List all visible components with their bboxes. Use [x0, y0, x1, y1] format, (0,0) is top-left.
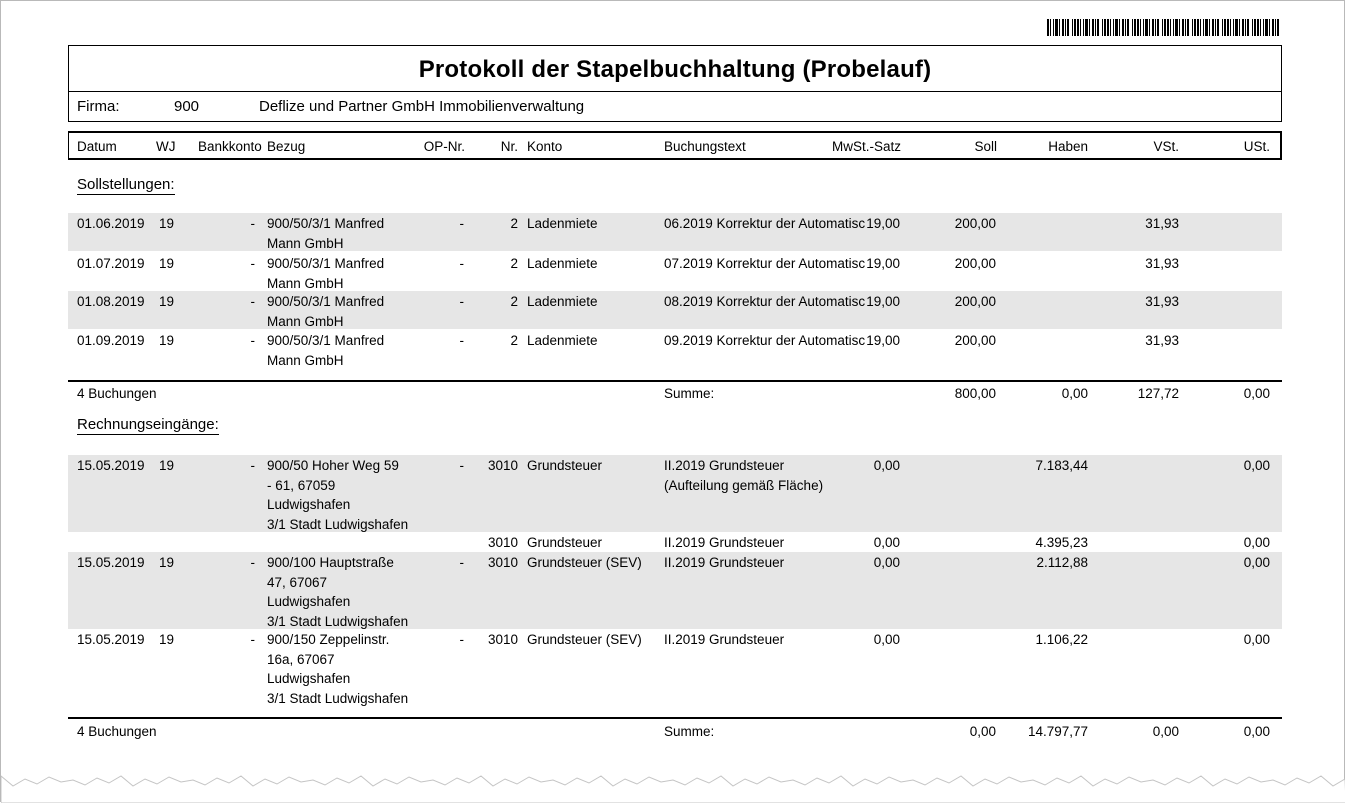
cell-bezug: 47, 67067: [267, 574, 328, 590]
column-header-ust: USt.: [1243, 139, 1270, 154]
cell-bezug: 16a, 67067: [267, 651, 335, 667]
cell-konto: Ladenmiete: [527, 256, 598, 271]
summary-vst: 127,72: [1137, 386, 1179, 401]
summary-divider: [68, 717, 1282, 719]
cell-op-nr: -: [459, 632, 464, 647]
cell-bankkonto: -: [250, 294, 255, 309]
cell-bezug: 3/1 Stadt Ludwigshafen: [267, 690, 409, 706]
cell-konto: Grundsteuer (SEV): [527, 632, 642, 647]
cell-op-nr: -: [459, 256, 464, 271]
cell-mwst: 19,00: [866, 216, 900, 231]
cell-op-nr: -: [459, 458, 464, 473]
column-header-op-nr: OP-Nr.: [423, 139, 465, 154]
cell-nr: 3010: [487, 632, 518, 647]
cell-ust: 0,00: [1243, 555, 1270, 570]
cell-ust: 0,00: [1243, 535, 1270, 550]
cell-bezug: 900/50/3/1 Manfred: [267, 294, 385, 309]
cell-wj: 19: [159, 333, 175, 348]
section-title: Rechnungseingänge:: [77, 416, 219, 433]
report-header-box: [68, 45, 1282, 122]
cell-soll: 200,00: [954, 333, 996, 348]
cell-buchungstext: II.2019 Grundsteuer: [664, 632, 785, 647]
cell-op-nr: -: [459, 555, 464, 570]
cell-vst: 31,93: [1145, 216, 1179, 231]
cell-bankkonto: -: [250, 216, 255, 231]
cell-konto: Ladenmiete: [527, 294, 598, 309]
cell-bezug: 3/1 Stadt Ludwigshafen: [267, 613, 409, 629]
summary-soll: 800,00: [954, 386, 996, 401]
cell-konto: Grundsteuer: [527, 535, 603, 550]
column-header-bezug: Bezug: [267, 139, 306, 154]
cell-mwst: 0,00: [873, 458, 900, 473]
summary-ust: 0,00: [1243, 724, 1270, 739]
column-header-mwst: MwSt.-Satz: [831, 139, 901, 154]
cell-vst: 31,93: [1145, 256, 1179, 271]
cell-bankkonto: -: [250, 632, 255, 647]
cell-mwst: 19,00: [866, 333, 900, 348]
section-title: Sollstellungen:: [77, 176, 175, 193]
summary-divider: [68, 380, 1282, 382]
column-header-konto: Konto: [527, 139, 563, 154]
cell-bezug: 900/50/3/1 Manfred: [267, 216, 385, 231]
cell-bankkonto: -: [250, 333, 255, 348]
cell-wj: 19: [159, 458, 175, 473]
cell-ust: 0,00: [1243, 458, 1270, 473]
cell-konto: Ladenmiete: [527, 333, 598, 348]
cell-mwst: 19,00: [866, 294, 900, 309]
header-divider: [69, 91, 1281, 92]
cell-mwst: 19,00: [866, 256, 900, 271]
cell-ust: 0,00: [1243, 632, 1270, 647]
firma-number: 900: [174, 98, 200, 115]
cell-bankkonto: -: [250, 256, 255, 271]
barcode-icon: [1047, 19, 1281, 36]
cell-buchungstext: 07.2019 Korrektur der Automatisc: [664, 256, 866, 271]
cell-soll: 200,00: [954, 216, 996, 231]
cell-konto: Grundsteuer: [527, 458, 603, 473]
cell-wj: 19: [159, 555, 175, 570]
cell-buchungstext: II.2019 Grundsteuer: [664, 555, 785, 570]
column-header-nr: Nr.: [500, 139, 518, 154]
summary-vst: 0,00: [1152, 724, 1179, 739]
cell-bezug: Ludwigshafen: [267, 594, 351, 609]
cell-buchungstext: 09.2019 Korrektur der Automatisc: [664, 333, 866, 348]
cell-datum: 01.06.2019: [77, 216, 145, 231]
cell-buchungstext: II.2019 Grundsteuer: [664, 535, 785, 550]
cell-datum: 15.05.2019: [77, 632, 145, 647]
cell-vst: 31,93: [1145, 333, 1179, 348]
cell-datum: 01.07.2019: [77, 256, 145, 271]
cell-op-nr: -: [459, 216, 464, 231]
column-header-bankkonto: Bankkonto: [198, 139, 262, 154]
cell-bezug: Ludwigshafen: [267, 497, 351, 512]
column-header-datum: Datum: [77, 139, 117, 154]
cell-bezug: 3/1 Stadt Ludwigshafen: [267, 516, 409, 532]
firma-label: Firma:: [77, 98, 120, 115]
summary-haben: 0,00: [1061, 386, 1088, 401]
cell-vst: 31,93: [1145, 294, 1179, 309]
cell-nr: 3010: [487, 535, 518, 550]
cell-bankkonto: -: [250, 555, 255, 570]
cell-bezug: - 61, 67059: [267, 477, 336, 493]
summary-ust: 0,00: [1243, 386, 1270, 401]
cell-konto: Ladenmiete: [527, 216, 598, 231]
cell-nr: 3010: [487, 458, 518, 473]
cell-buchungstext: 08.2019 Korrektur der Automatisc: [664, 294, 866, 309]
cell-mwst: 0,00: [873, 535, 900, 550]
summary-haben: 14.797,77: [1027, 724, 1088, 739]
column-header-buchungstext: Buchungstext: [664, 139, 746, 154]
cell-wj: 19: [159, 294, 175, 309]
cell-wj: 19: [159, 216, 175, 231]
summary-label: Summe:: [664, 386, 715, 401]
cell-datum: 01.09.2019: [77, 333, 145, 348]
cell-nr: 2: [510, 294, 518, 309]
cell-haben: 1.106,22: [1035, 632, 1088, 647]
cell-nr: 2: [510, 256, 518, 271]
cell-bankkonto: -: [250, 458, 255, 473]
cell-bezug: 900/100 Hauptstraße: [267, 555, 394, 570]
cell-bezug: 900/50 Hoher Weg 59: [267, 458, 399, 473]
summary-count: 4 Buchungen: [77, 386, 157, 401]
cell-mwst: 0,00: [873, 555, 900, 570]
column-header-soll: Soll: [974, 139, 997, 154]
cell-nr: 2: [510, 216, 518, 231]
cell-haben: 2.112,88: [1036, 555, 1088, 570]
cell-bezug: 900/150 Zeppelinstr.: [267, 632, 390, 647]
summary-label: Summe:: [664, 724, 715, 739]
column-header-haben: Haben: [1048, 139, 1088, 154]
summary-count: 4 Buchungen: [77, 724, 157, 739]
cell-haben: 7.183,44: [1035, 458, 1088, 473]
cell-op-nr: -: [459, 294, 464, 309]
cell-konto: Grundsteuer (SEV): [527, 555, 642, 570]
cell-wj: 19: [159, 256, 175, 271]
cell-op-nr: -: [459, 333, 464, 348]
report-title: Protokoll der Stapelbuchhaltung (Probelauf): [418, 56, 932, 83]
cell-nr: 3010: [487, 555, 518, 570]
cell-bezug: Mann GmbH: [267, 313, 344, 329]
cell-buchungstext: 06.2019 Korrektur der Automatisc: [664, 216, 866, 231]
cell-mwst: 0,00: [873, 632, 900, 647]
cell-bezug: Ludwigshafen: [267, 671, 351, 686]
cell-buchungstext: II.2019 Grundsteuer: [664, 458, 785, 473]
cell-bezug: Mann GmbH: [267, 275, 344, 291]
firma-name: Deflize und Partner GmbH Immobilienverwaltung: [259, 98, 585, 115]
column-header-vst: VSt.: [1153, 139, 1179, 154]
cell-bezug: Mann GmbH: [267, 352, 344, 368]
cell-wj: 19: [159, 632, 175, 647]
cell-soll: 200,00: [954, 256, 996, 271]
cell-datum: 01.08.2019: [77, 294, 145, 309]
cell-haben: 4.395,23: [1035, 535, 1088, 550]
column-header-wj: WJ: [156, 139, 176, 154]
summary-soll: 0,00: [969, 724, 996, 739]
cell-bezug: 900/50/3/1 Manfred: [267, 256, 385, 271]
cell-buchungstext: (Aufteilung gemäß Fläche): [664, 477, 824, 493]
cell-soll: 200,00: [954, 294, 996, 309]
cell-bezug: 900/50/3/1 Manfred: [267, 333, 385, 348]
cell-datum: 15.05.2019: [77, 555, 145, 570]
cell-nr: 2: [510, 333, 518, 348]
cell-datum: 15.05.2019: [77, 458, 145, 473]
torn-page-edge: [1, 761, 1345, 803]
cell-bezug: Mann GmbH: [267, 235, 344, 251]
